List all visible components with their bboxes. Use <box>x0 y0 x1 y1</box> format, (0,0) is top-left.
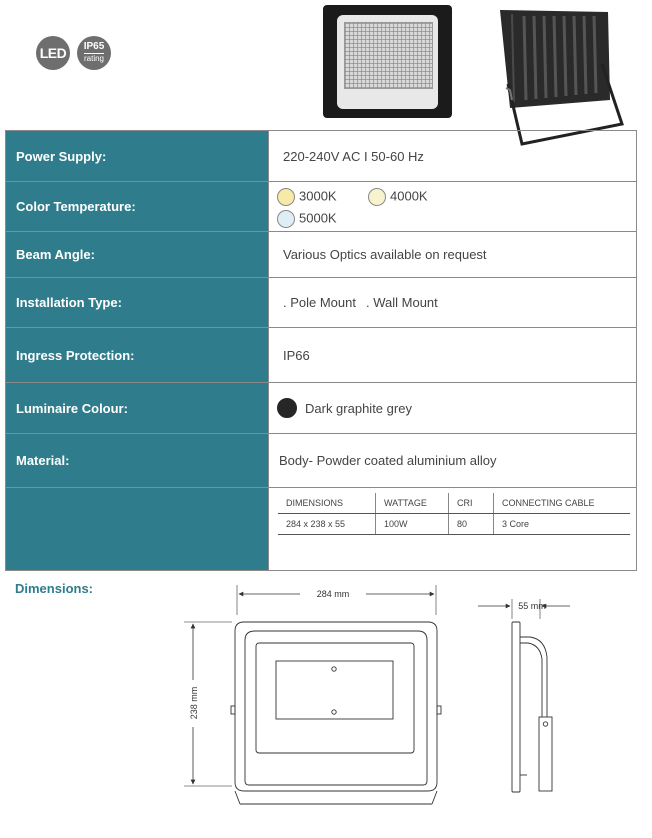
led-badge-text: LED <box>39 45 67 61</box>
cct-5000k-swatch <box>277 210 295 228</box>
beam-angle-label: Beam Angle: <box>6 232 269 277</box>
cell-dimensions: 284 x 238 x 55 <box>286 519 346 529</box>
ingress-protection-label: Ingress Protection: <box>6 328 269 382</box>
product-front-photo <box>323 5 452 118</box>
side-view-drawing <box>512 622 552 792</box>
led-array <box>344 22 433 89</box>
color-temperature-label: Color Temperature: <box>6 182 269 231</box>
spec-row-power-supply <box>6 131 636 182</box>
luminaire-colour-value <box>269 383 636 433</box>
depth-dimension <box>478 599 570 619</box>
ip65-badge-text: IP65 <box>83 41 105 52</box>
ingress-protection-value: IP66 <box>283 347 310 363</box>
luminaire-colour-text: Dark graphite grey <box>305 400 412 416</box>
spec-row-beam-angle <box>6 232 636 278</box>
cct-4000k-swatch <box>368 188 386 206</box>
width-label: 284 mm <box>316 589 350 599</box>
installation-type-label: Installation Type: <box>6 278 269 327</box>
cell-cri: 80 <box>448 514 488 534</box>
spec-row-ingress-protection <box>6 328 636 383</box>
cct-5000k-option <box>277 210 337 228</box>
graphite-colour-swatch <box>277 398 297 418</box>
spec-row-installation-type <box>6 278 636 328</box>
details-label-cell <box>6 488 269 570</box>
spec-row-luminaire-colour <box>6 383 636 434</box>
beam-angle-value: Various Optics available on request <box>283 247 487 262</box>
cct-5000k-text: 5000K <box>299 210 337 226</box>
front-view-drawing <box>231 622 441 804</box>
power-supply-value: 220-240V AC I 50-60 Hz <box>283 148 424 164</box>
wall-mount-option: . Wall Mount <box>366 295 438 310</box>
header-cri: CRI <box>448 493 488 513</box>
cct-3000k-swatch <box>277 188 295 206</box>
led-badge-icon <box>36 36 70 70</box>
color-temperature-value <box>269 182 636 231</box>
header-wattage: WATTAGE <box>375 493 445 513</box>
width-dimension <box>237 585 436 615</box>
luminaire-colour-label: Luminaire Colour: <box>6 383 269 433</box>
product-lens <box>337 15 438 109</box>
dimensions-title: Dimensions: <box>15 581 94 596</box>
cct-3000k-option <box>277 188 337 206</box>
height-label: 238 mm <box>189 686 199 720</box>
header-connecting-cable: CONNECTING CABLE <box>493 493 630 513</box>
details-data-row <box>278 514 630 535</box>
header-dimensions: DIMENSIONS <box>286 498 344 508</box>
material-value: Body- Powder coated aluminium alloy <box>279 453 497 468</box>
spec-row-color-temperature <box>6 182 636 232</box>
material-label: Material: <box>6 434 269 487</box>
spec-row-material <box>6 434 636 488</box>
cct-3000k-text: 3000K <box>299 188 337 204</box>
pole-mount-option: . Pole Mount <box>283 295 356 310</box>
cct-4000k-text: 4000K <box>390 188 428 204</box>
cell-connecting-cable: 3 Core <box>493 514 630 534</box>
installation-type-value <box>269 278 636 327</box>
dimension-drawing <box>0 585 652 838</box>
details-header-row <box>278 493 630 514</box>
height-dimension <box>184 622 232 786</box>
ip65-rating-badge-icon <box>77 36 111 70</box>
power-supply-label: Power Supply: <box>6 131 269 181</box>
rating-badge-text: rating <box>83 54 104 63</box>
cct-4000k-option <box>368 188 428 206</box>
cell-wattage: 100W <box>375 514 445 534</box>
depth-label: 55 mm <box>518 601 546 611</box>
